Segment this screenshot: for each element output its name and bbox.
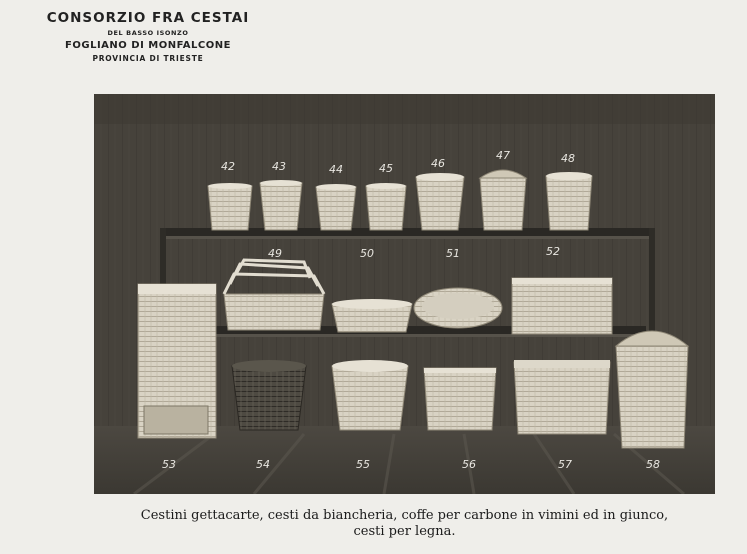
- item-number: 57: [558, 458, 572, 471]
- item-number: 49: [268, 247, 282, 260]
- item-number: 44: [329, 163, 343, 176]
- photo-caption: [94, 508, 715, 540]
- item-number: 58: [646, 458, 660, 471]
- letterhead: [18, 8, 278, 63]
- company-subtitle: DEL BASSO ISONZO: [107, 29, 189, 37]
- company-province: PROVINCIA DI TRIESTE: [92, 54, 204, 63]
- item-number: 48: [561, 152, 575, 165]
- item-number: 51: [446, 247, 460, 260]
- item-number: 42: [221, 160, 235, 173]
- item-number: 50: [360, 247, 374, 260]
- catalog-photo: [94, 94, 715, 494]
- item-number: 52: [546, 245, 560, 258]
- caption-line-1: Cestini gettacarte, cesti da biancheria, coffe per carbone in vimini ed in giunco,: [140, 508, 669, 523]
- item-number: 56: [462, 458, 476, 471]
- company-name: CONSORZIO FRA CESTAI: [46, 10, 250, 26]
- item-number: 45: [379, 162, 393, 175]
- item-number: 46: [431, 157, 445, 170]
- company-city: FOGLIANO DI MONFALCONE: [65, 40, 231, 51]
- item-number: 47: [496, 149, 510, 162]
- item-number: 43: [272, 160, 286, 173]
- item-number: 53: [162, 458, 176, 471]
- basket-photo-illustration: [94, 94, 715, 494]
- caption-line-2: cesti per legna.: [353, 524, 456, 539]
- item-number: 54: [256, 458, 270, 471]
- item-number: 55: [356, 458, 370, 471]
